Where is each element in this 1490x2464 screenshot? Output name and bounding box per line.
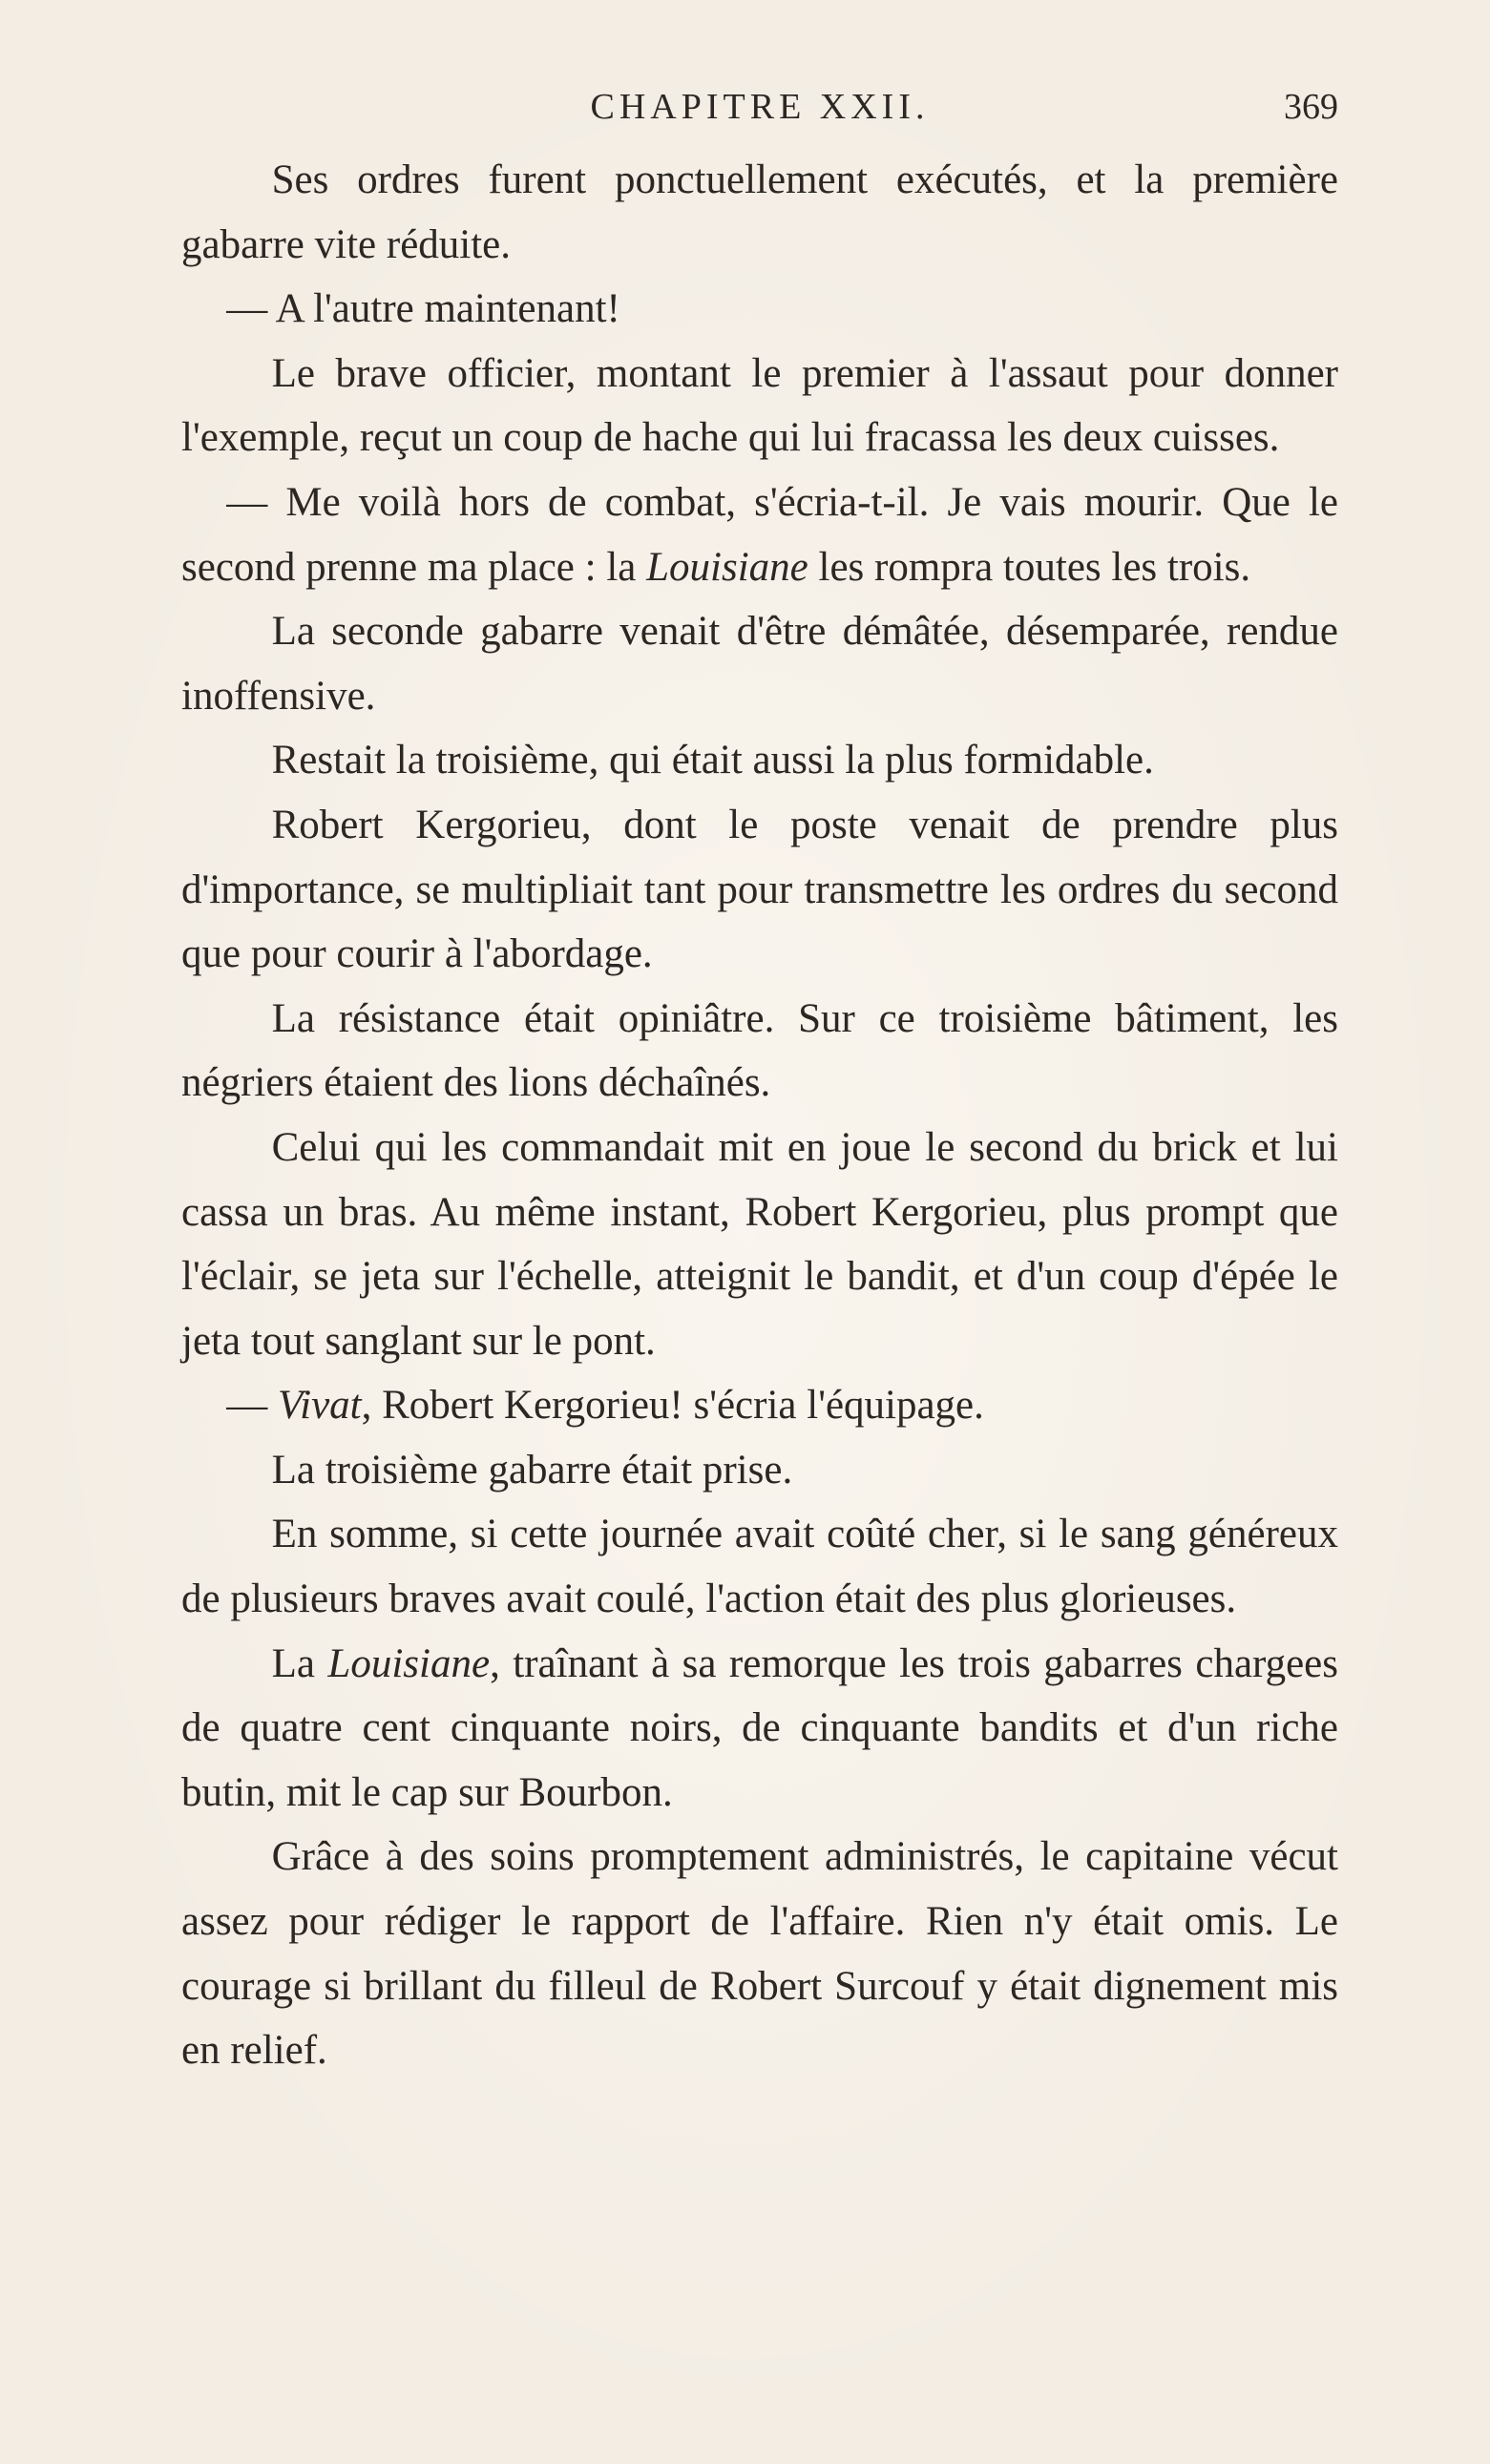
paragraph — [181, 1825, 1338, 2082]
body-text — [181, 148, 1338, 2083]
dialogue-paragraph — [181, 1373, 1338, 1438]
page-number: 369 — [1284, 87, 1338, 127]
text-run: La seconde gabarre venait d'être démâtée, désemparée, rendue inoffensive. — [181, 609, 1338, 719]
italic-text-run: Vivat — [278, 1383, 362, 1429]
text-run: — A l'autre maintenant! — [226, 286, 620, 332]
dialogue-paragraph — [181, 277, 1338, 342]
paragraph — [181, 342, 1338, 470]
paragraph — [181, 1438, 1338, 1503]
text-run: — Me voilà hors de combat, s'écria-t-il. Je vais mourir. Que le second prenne ma place : la — [181, 479, 1338, 590]
text-run: En somme, si cette journée avait coûté cher, si le sang généreux de plusieurs braves avait coulé, l'action était des plus glorieuses. — [181, 1512, 1338, 1622]
text-run: Le brave officier, montant le premier à l'assaut pour donner l'exemple, reçut un coup de hache qui lui fracassa les deux cuisses. — [181, 350, 1338, 461]
text-run: — — [226, 1383, 279, 1429]
paragraph — [181, 987, 1338, 1116]
text-run: Ses ordres furent ponctuellement exécutés, et la première gabarre vite réduite. — [181, 157, 1338, 267]
running-head — [181, 78, 1338, 136]
text-run: Celui qui les commandait mit en joue le second du brick et lui cassa un bras. Au même instant, Robert Kergorieu, plus prompt que l'éclair, se jeta sur l'échelle, atteignit le bandit, et d'un coup d'épée le jeta tout sanglant sur le pont. — [181, 1124, 1338, 1364]
paragraph — [181, 599, 1338, 728]
italic-text-run: Louisiane — [327, 1640, 491, 1686]
paragraph — [181, 148, 1338, 277]
italic-text-run: Louisiane — [646, 544, 808, 590]
text-run: Restait la troisième, qui était aussi la plus formidable. — [271, 738, 1154, 783]
text-run: les rompra toutes les trois. — [808, 544, 1251, 590]
text-run: La — [271, 1640, 328, 1686]
chapter-heading: CHAPITRE XXII. — [590, 87, 930, 127]
text-run: La troisième gabarre était prise. — [271, 1447, 793, 1493]
paragraph — [181, 1632, 1338, 1826]
text-run: Grâce à des soins promptement administrés, le capitaine vécut assez pour rédiger le rapport de l'affaire. Rien n'y était omis. Le courage si brillant du filleul de Robert Surcouf y était dignement mis en relief. — [181, 1834, 1338, 2074]
paragraph — [181, 728, 1338, 793]
dialogue-paragraph — [181, 470, 1338, 599]
text-run: , Robert Kergorieu! s'écria l'équipage. — [361, 1383, 984, 1429]
text-run: , traînant à sa remorque les trois gabarres chargees de quatre cent cinquante noirs, de cinquante bandits et d'un riche butin, mit le cap sur Bourbon. — [181, 1640, 1339, 1815]
paragraph — [181, 793, 1338, 987]
text-run: Robert Kergorieu, dont le poste venait de prendre plus d'importance, se multipliait tant pour transmettre les ordres du second que pour courir à l'abordage. — [181, 802, 1338, 977]
paragraph — [181, 1116, 1338, 1373]
paragraph — [181, 1502, 1338, 1631]
text-run: La résistance était opiniâtre. Sur ce troisième bâtiment, les négriers étaient des lions déchaînés. — [181, 995, 1338, 1106]
